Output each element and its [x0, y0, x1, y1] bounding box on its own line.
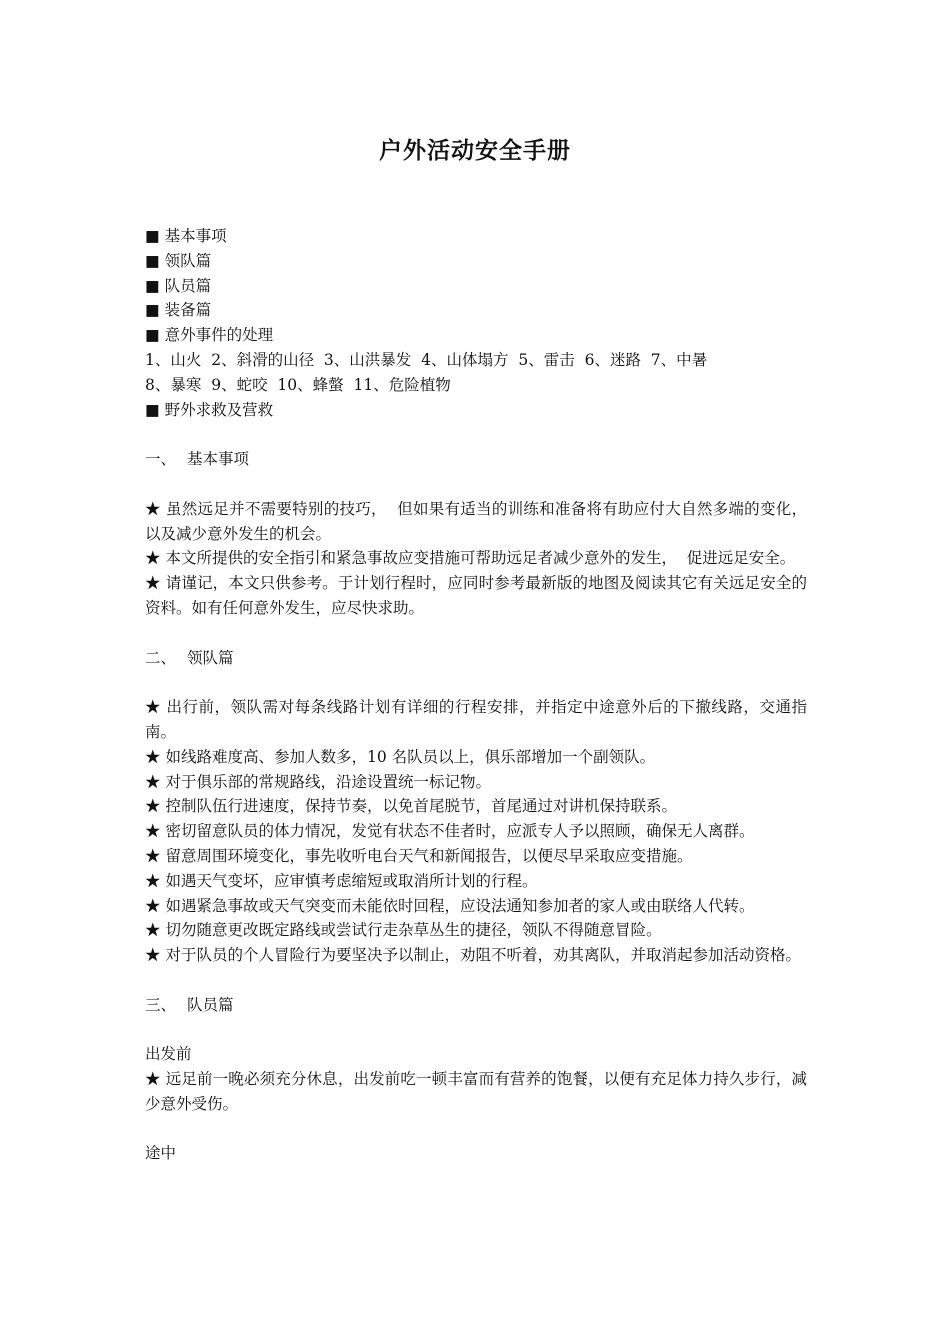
list-item: ★ 如遇天气变坏，应审慎考虑缩短或取消所计划的行程。	[145, 871, 538, 890]
star-icon: ★	[145, 871, 161, 890]
star-icon: ★	[145, 772, 161, 791]
square-bullet-icon: ■	[145, 400, 160, 419]
square-bullet-icon: ■	[145, 251, 160, 270]
subsection-heading: 途中	[145, 1144, 177, 1163]
star-icon: ★	[145, 1070, 161, 1089]
star-icon: ★	[145, 549, 161, 568]
square-bullet-icon: ■	[145, 227, 160, 245]
section-heading: 三、 队员篇	[145, 995, 234, 1014]
document-body	[145, 224, 807, 1166]
toc-item: ■ 意外事件的处理	[145, 326, 274, 345]
square-bullet-icon: ■	[145, 326, 160, 345]
list-item: ★ 本文所提供的安全指引和紧急事故应变措施可帮助远足者减少意外的发生， 促进远足安全。	[145, 549, 796, 568]
section-basic-items	[145, 497, 807, 621]
list-item: ★ 如遇紧急事故或天气突变而未能依时回程，应设法通知参加者的家人或由联络人代转。	[145, 896, 755, 915]
list-item: ★ 密切留意队员的体力情况，发觉有状态不佳者时，应派专人予以照顾，确保无人离群。	[145, 822, 755, 841]
subsection-heading: 出发前	[145, 1045, 192, 1064]
star-icon: ★	[145, 499, 161, 518]
list-item: ★ 对于队员的个人冒险行为要坚决予以制止，劝阻不听着，劝其离队，并取消起参加活动资格。	[145, 946, 801, 965]
toc-incidents-line: 8、暴寒 9、蛇咬 10、蜂螫 11、危险植物	[145, 375, 451, 394]
star-icon: ★	[145, 921, 161, 940]
star-icon: ★	[145, 822, 161, 841]
toc-incidents-line: 1、山火 2、斜滑的山径 3、山洪暴发 4、山体塌方 5、雷击 6、迷路 7、中暑	[145, 350, 708, 369]
list-item: ★ 对于俱乐部的常规路线，沿途设置统一标记物。	[145, 772, 491, 791]
star-icon: ★	[145, 896, 161, 915]
star-icon: ★	[145, 797, 161, 816]
list-item: ★ 如线路难度高、参加人数多，10 名队员以上，俱乐部增加一个副领队。	[145, 747, 656, 766]
list-item: ★ 控制队伍行进速度，保持节奏，以免首尾脱节，首尾通过对讲机保持联系。	[145, 797, 677, 816]
list-item: ★ 出行前，领队需对每条线路计划有详细的行程安排，并指定中途意外后的下撤线路，交通指南。	[145, 698, 807, 741]
toc-item: ■ 野外求救及营救	[145, 400, 274, 419]
toc-item: ■ 基本事项	[145, 227, 227, 245]
section-leader-items	[145, 695, 807, 968]
list-item: ★ 请谨记，本文只供参考。于计划行程时，应同时参考最新版的地图及阅读其它有关远足安全的资料。如有任何意外发生，应尽快求助。	[145, 574, 807, 617]
list-item: ★ 虽然远足并不需要特别的技巧， 但如果有适当的训练和准备将有助应付大自然多端的变化，以及减少意外发生的机会。	[145, 499, 807, 543]
star-icon: ★	[145, 574, 161, 593]
section-heading: 一、 基本事项	[145, 450, 250, 469]
toc-item: ■ 领队篇	[145, 251, 212, 270]
document-title: 户外活动安全手册	[379, 138, 571, 164]
star-icon: ★	[145, 747, 161, 766]
square-bullet-icon: ■	[145, 276, 160, 295]
toc-item: ■ 装备篇	[145, 301, 212, 320]
table-of-contents	[145, 224, 807, 422]
square-bullet-icon: ■	[145, 301, 160, 320]
list-item: ★ 切勿随意更改既定路线或尝试行走杂草丛生的捷径，领队不得随意冒险。	[145, 921, 662, 940]
star-icon: ★	[145, 946, 161, 965]
list-item: ★ 留意周围环境变化，事先收听电台天气和新闻报告，以便尽早采取应变措施。	[145, 846, 693, 865]
star-icon: ★	[145, 698, 162, 717]
section-heading: 二、 领队篇	[145, 648, 234, 667]
star-icon: ★	[145, 846, 161, 865]
toc-item: ■ 队员篇	[145, 276, 212, 295]
list-item: ★ 远足前一晚必须充分休息，出发前吃一顿丰富而有营养的饱餐，以便有充足体力持久步行，减少意外受伤。	[145, 1070, 807, 1113]
